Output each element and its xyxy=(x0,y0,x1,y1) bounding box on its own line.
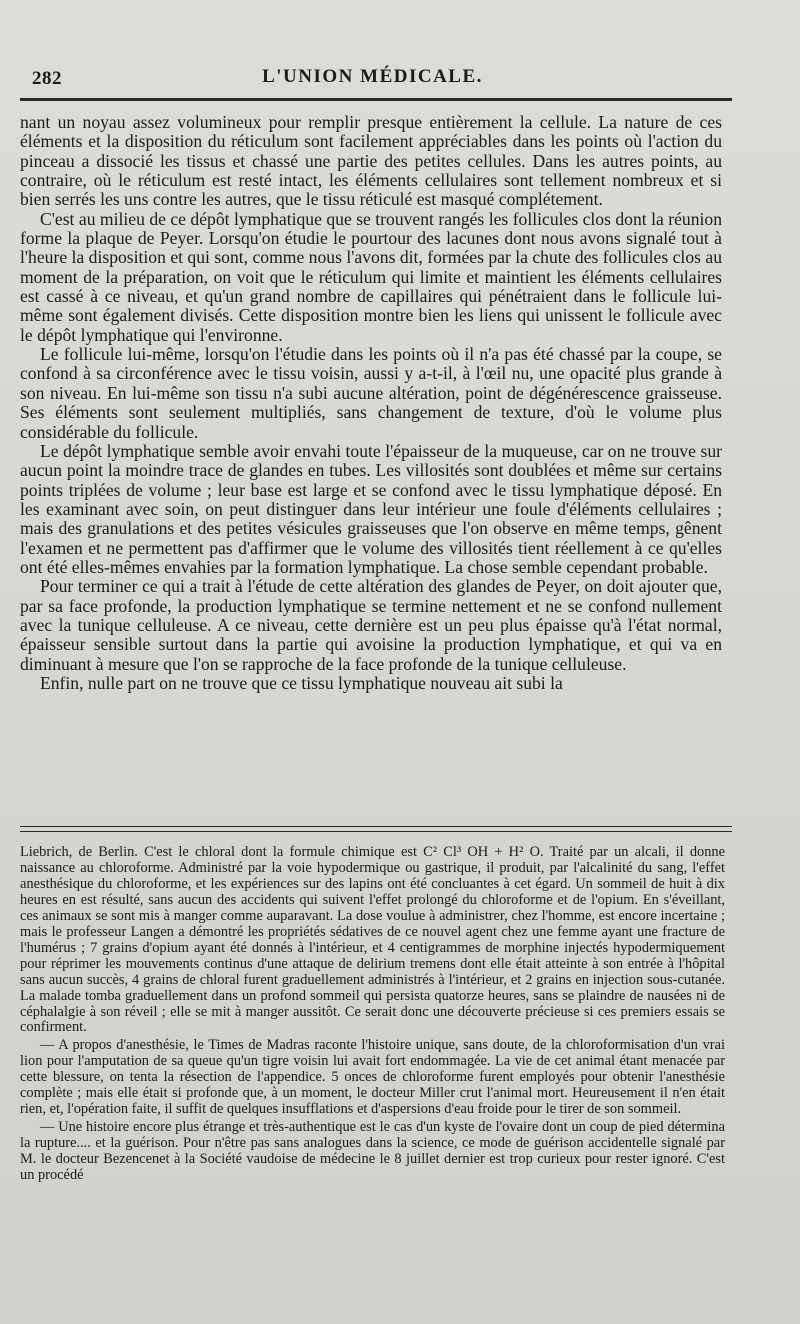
feuilleton-notes xyxy=(20,845,725,1184)
body-paragraph-6: Enfin, nulle part on ne trouve que ce tissu lymphatique nouveau ait subi la xyxy=(40,672,563,693)
header-rule xyxy=(20,98,732,101)
section-rule-top xyxy=(20,826,732,827)
article-body xyxy=(20,113,722,693)
body-paragraph-5: Pour terminer ce qui a trait à l'étude de cette altération des glandes de Peyer, on doit ajouter que, par sa face profonde, la production lymphatique se termine nettement et ne se confond nullement avec la tunique celluleuse. A ce niveau, cette dernière est un peu plus épaisse qu'à l'état normal, épaisseur sensible surtout dans la partie qui avoisine la production lymphatique, et qui va en diminuant à mesure que l'on se rapproche de la face profonde de la tunique celluleuse. xyxy=(20,576,722,674)
page-number: 282 xyxy=(32,68,62,89)
body-paragraph-1: nant un noyau assez volumineux pour remplir presque entièrement la cellule. La nature de ces éléments et la disposition du réticulum sont facilement appréciables dans les points où l'action du pinceau a dissocié les tissus et chassé une partie des petites cellules. Dans les autres points, au contraire, où le réticulum est resté intact, les éléments cellulaires sont tellement nombreux et si bien serrés les uns contre les autres, que le tissu réticulé est masqué complétement. xyxy=(20,112,722,210)
note-chloral: Liebrich, de Berlin. C'est le chloral dont la formule chimique est C² Cl³ OH + H² O. Traité par un alcali, il donne naissance au chloroforme. Administré par la voie hypodermique ou gastrique, il produit, par l'alcalinité du sang, l'effet anesthésique du chloroforme, et les expériences sur des lapins ont été concluantes à cet égard. Un sommeil de huit à dix heures en est résulté, sans aucun des accidents qui suivent l'effet prolongé du chloroforme et de l'opium. En s'éveillant, ces animaux se sont mis à manger comme auparavant. La dose voulue à administrer, chez l'homme, est encore incertaine ; mais le professeur Langen a démontré les propriétés sédatives de ce nouvel agent chez une femme ayant une fracture de l'humérus ; 7 grains d'opium ayant été donnés à l'intérieur, et 4 centigrammes de morphine injectés hypodermiquement pour réprimer les mouvements continus d'une attaque de delirium tremens dont elle était atteinte à son entrée à l'hôpital sans aucun succès, 4 grains de chloral furent graduellement administrés à l'intérieur, et 2 grains en injection sous-cutanée. La malade tomba graduellement dans un profond sommeil qui persista quatorze heures, sans se plaindre de nausées ni de céphalalgie à son réveil ; elle se mit à manger aussitôt. Ce serait donc une découverte précieuse si ces premiers essais se confirment. xyxy=(20,844,725,1036)
body-paragraph-4: Le dépôt lymphatique semble avoir envahi toute l'épaisseur de la muqueuse, car on ne trouve sur aucun point la moindre trace de glandes en tubes. Les villosités sont doublées et même sur certains points triplées de volume ; leur base est large et se confond avec le tissu lymphatique déposé. En les examinant avec soin, on peut distinguer dans leur intérieur une foule d'éléments cellulaires ; mais des granulations et des petites vésicules graisseuses que l'on observe en même temps, gênent l'examen et ne permettent pas d'affirmer que le volume des villosités tient réellement à ce qu'elles ont été elles-mêmes envahies par la formation lymphatique. La chose semble cependant probable. xyxy=(20,440,722,577)
note-lion-anesthesia: — A propos d'anesthésie, le Times de Madras raconte l'histoire unique, sans doute, de la chloroformisation d'un vrai lion pour l'amputation de sa queue qu'un tigre voisin lui avait fort endommagée. La vie de cet animal étant menacée par cette blessure, on tenta la résection de l'appendice. 5 onces de chloroforme furent employés pour obtenir l'anesthésie complète ; mais elle était si profonde que, à un moment, le docteur Miller crut l'animal mort. Heureusement il n'en était rien, et, l'opération faite, il suffit de quelques insufflations et d'aspersions d'eau froide pour le tirer de son sommeil. xyxy=(20,1037,725,1118)
body-paragraph-2: C'est au milieu de ce dépôt lymphatique que se trouvent rangés les follicules clos dont la réunion forme la plaque de Peyer. Lorsqu'on étudie le pourtour des lacunes dont nous avons signalé tout à l'heure la disposition et qui sont, comme nous l'avons dit, formées par la chute des follicules clos au moment de la préparation, on voit que le réticulum qui limite et maintient les éléments cellulaires est cassé à ce niveau, et qu'un grand nombre de capillaires qui pénétraient dans le follicule lui-même sont également divisés. Cette disposition montre bien les liens qui unissent le follicule avec le dépôt lymphatique qui l'environne. xyxy=(20,208,722,345)
running-title: L'UNION MÉDICALE. xyxy=(262,66,483,87)
body-paragraph-3: Le follicule lui-même, lorsqu'on l'étudie dans les points où il n'a pas été chassé par la coupe, se confond à sa circonférence avec le tissu voisin, aussi y a-t-il, à l'œil nu, une opacité plus grande à son niveau. En lui-même son tissu n'a subi aucune altération, point de dégénérescence graisseuse. Ses éléments sont seulement multipliés, sans changement de texture, d'où le volume plus considérable du follicule. xyxy=(20,344,722,442)
note-ovarian-cyst: — Une histoire encore plus étrange et très-authentique est le cas d'un kyste de l'ovaire dont un coup de pied détermina la rupture.... et la guérison. Pour n'être pas sans analogues dans la science, ce mode de guérison accidentelle signalé par M. le docteur Bezencenet à la Société vaudoise de médecine le 8 juillet dernier est trop curieux pour rester ignoré. C'est un procédé xyxy=(20,1119,725,1184)
section-rule-bottom xyxy=(20,831,732,832)
page-header xyxy=(20,64,725,92)
